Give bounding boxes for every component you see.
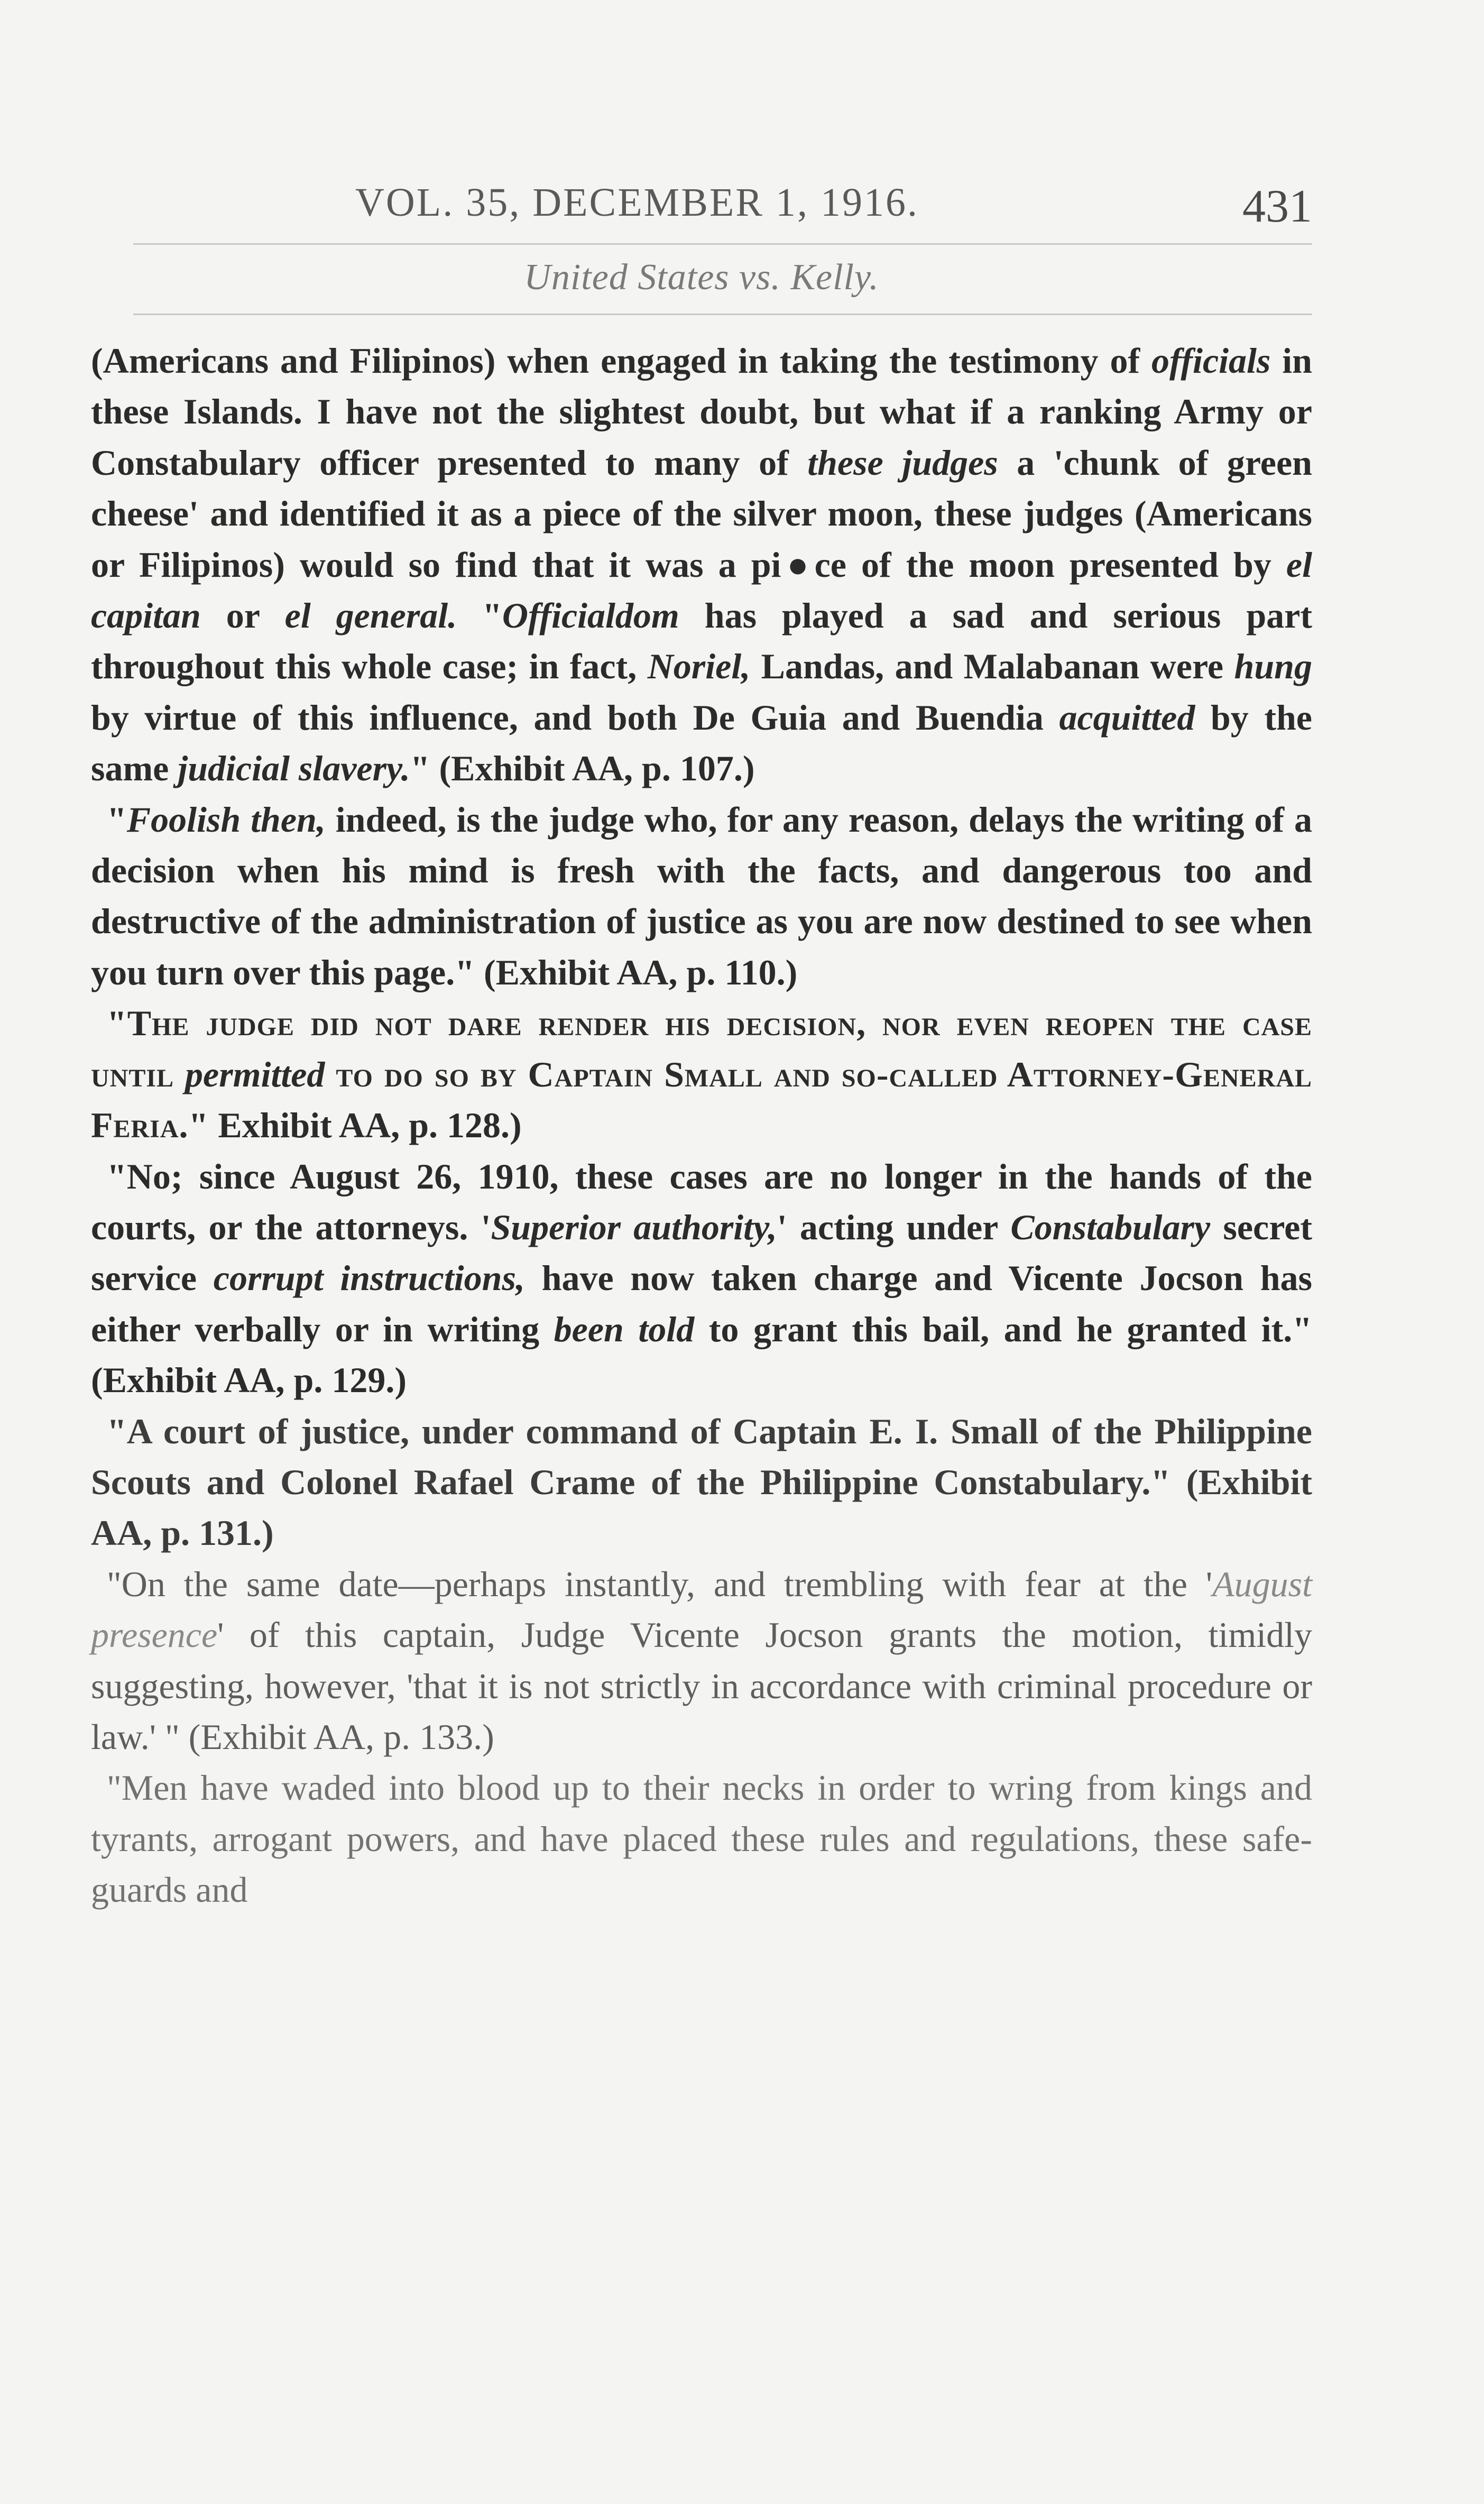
text-run: to grant this bail, and he granted it." (Exhibit AA, p. 129.) (91, 1309, 1313, 1401)
text-run: have now taken charge and Vicente Jocson has either verbally or in writing (91, 1258, 1312, 1349)
header-rule-bottom (133, 314, 1312, 315)
header-rule-top (133, 243, 1312, 245)
running-head (91, 180, 1312, 243)
paragraph-7 (91, 1762, 1312, 1915)
italic-run: Constabulary (1010, 1207, 1211, 1247)
italic-run: acquitted (1059, 697, 1195, 738)
text-run: "A court of justice, under command of Captain E. I. Small of the Philippine Scouts and Colonel Rafael Crame of the Philippine Constabulary." (Exhibit AA, p. 131.) (91, 1411, 1312, 1553)
italic-run: been told (554, 1309, 695, 1349)
book-page (91, 180, 1312, 1916)
text-run: by virtue of this influence, and both De Guia and Buendia (91, 697, 1059, 738)
text-run: (Americans and Filipinos) when engaged in taking the testimony of (91, 340, 1151, 381)
italic-run: these judges (807, 442, 998, 483)
italic-run: officials (1151, 340, 1271, 381)
paragraph-6 (91, 1559, 1312, 1763)
text-run: or (200, 595, 285, 636)
text-run: indeed, is the judge who, for any reason, delays the writing of a decision when his mind is fresh with the facts, and dangerous too and destructive of the administration of justice as you are now destined to see when you turn over this page." (Exhibit AA, p. 110.) (91, 799, 1312, 992)
italic-run: el capitan (91, 544, 1312, 636)
italic-run: Noriel, (647, 646, 751, 687)
text-run: "No; since August 26, 1910, these cases are no longer in the hands of the courts, or the attorneys. ' (91, 1156, 1312, 1247)
case-title: United States vs. Kelly. (524, 257, 879, 298)
text-run: has played a sad and serious part throughout this whole case; in fact, (91, 595, 1312, 687)
paragraph-3 (91, 998, 1312, 1150)
paragraph-1 (91, 335, 1312, 794)
text-run: " (457, 595, 502, 636)
small-caps-run: to do so by Captain Small and so-called Attorney-General Feria." (91, 1054, 1312, 1146)
italic-run: Foolish then, (126, 799, 326, 840)
text-run: " (107, 799, 127, 840)
text-run: secret service (91, 1207, 1312, 1299)
paragraph-4 (91, 1151, 1312, 1406)
italic-run: corrupt instructions, (213, 1258, 525, 1299)
text-run: Landas, and Malabanan were (750, 646, 1234, 687)
italic-run: judicial slavery. (178, 748, 410, 789)
text-run: Exhibit AA, p. 128.) (209, 1105, 522, 1146)
volume-date-line: VOL. 35, DECEMBER 1, 1916. (355, 180, 919, 225)
paragraph-5 (91, 1406, 1312, 1559)
text-run: ' of this captain, Judge Vicente Jocson grants the motion, timidly suggesting, however, 'that it is not strictly in accordance with criminal procedure or law.' " (Exhibit AA, p. 133.) (91, 1615, 1312, 1757)
text-run: ' acting under (777, 1207, 1011, 1247)
text-run: " (Exhibit AA, p. 107.) (410, 748, 755, 789)
body-text (91, 335, 1312, 1916)
italic-run: Superior authority, (491, 1207, 777, 1247)
paragraph-2 (91, 794, 1312, 998)
italic-run: permitted (185, 1054, 325, 1094)
text-run: "On the same date—perhaps instantly, and trembling with fear at the ' (107, 1563, 1213, 1604)
italic-run: hung (1234, 646, 1312, 687)
text-run: by the same (91, 697, 1312, 789)
page-number: 431 (1242, 181, 1312, 232)
italic-run: Officialdom (502, 595, 679, 636)
italic-run: August presence (91, 1563, 1312, 1655)
text-run: a 'chunk of green cheese' and identified it as a piece of the silver moon, these judges (Americans or Filipinos) would so find that it was a pi●ce of the moon presented by (91, 442, 1312, 585)
italic-run: el general. (284, 595, 457, 636)
text-run: in these Islands. I have not the slightest doubt, but what if a ranking Army or Constabulary officer presented to many of (91, 340, 1312, 483)
small-caps-run: "The judge did not dare render his decision, nor even reopen the case until (91, 1003, 1312, 1094)
text-run: "Men have waded into blood up to their necks in order to wring from kings and tyrants, arrogant powers, and have placed these rules and regulations, these safe-guards and (91, 1767, 1312, 1910)
